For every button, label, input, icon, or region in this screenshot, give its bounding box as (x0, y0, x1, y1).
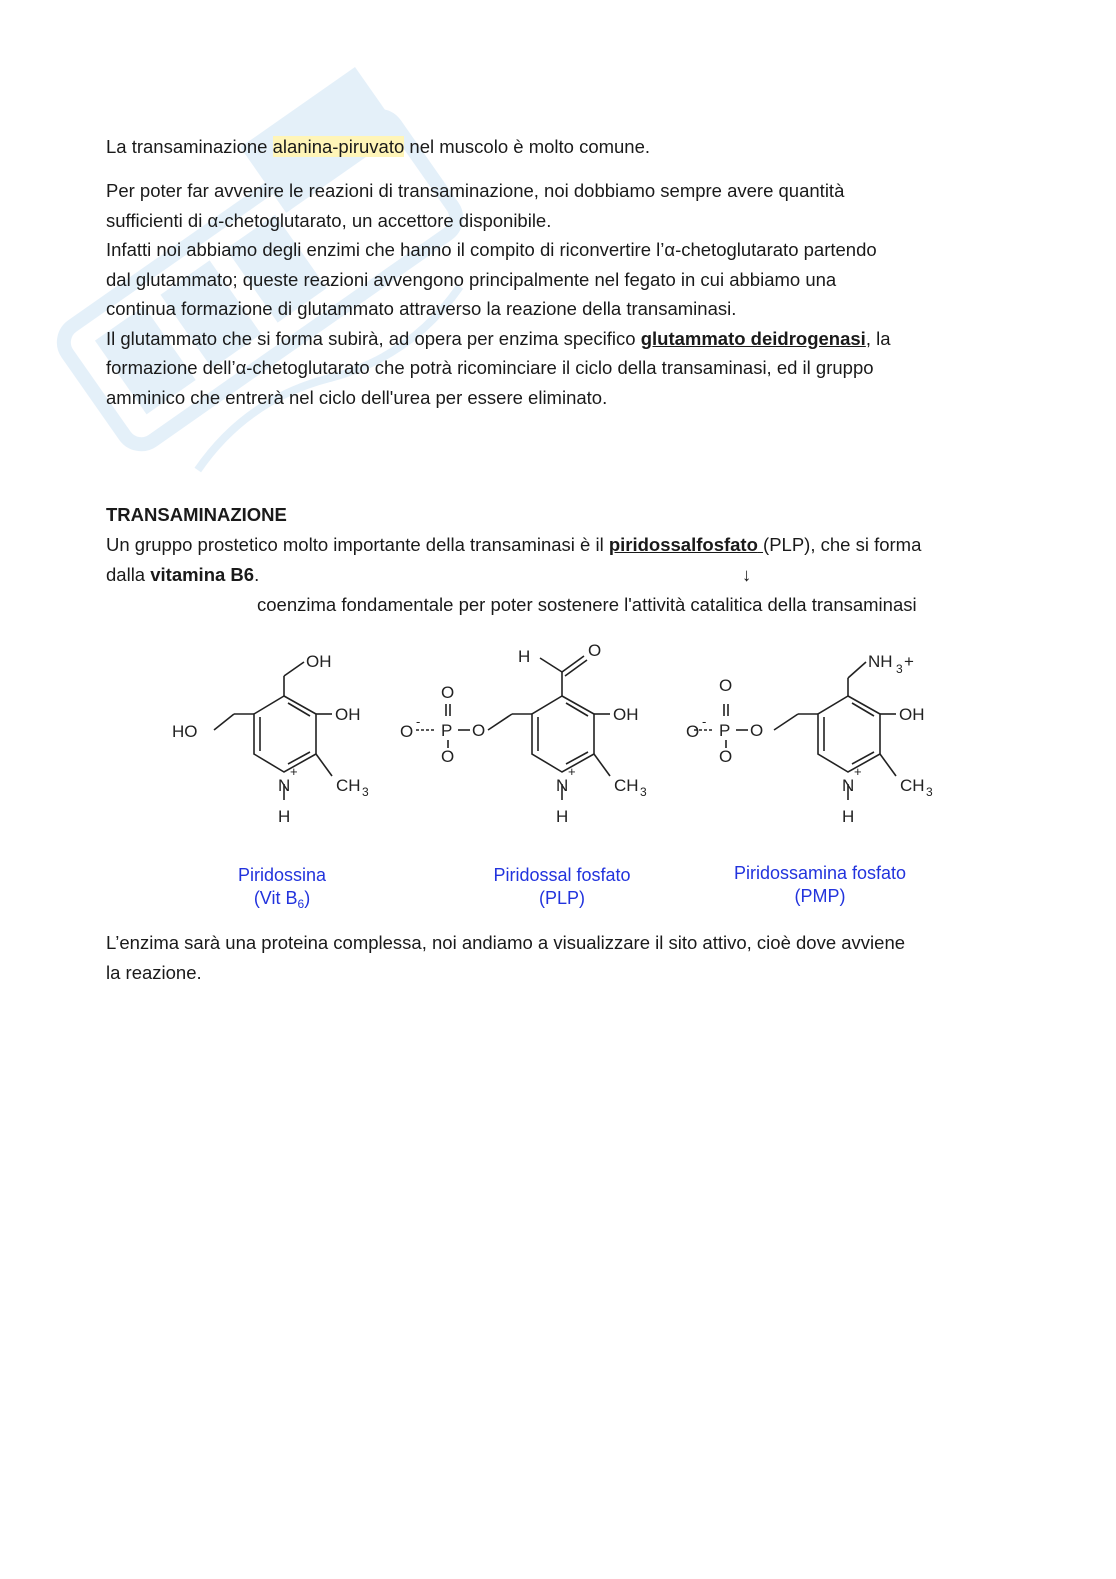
o-label: O (750, 721, 764, 740)
oh-label: OH (335, 705, 361, 724)
text-line: continua formazione di glutammato attraverso la reazione della transaminasi. (106, 298, 737, 319)
h-label: H (556, 807, 569, 826)
paragraph-alanine (106, 132, 650, 162)
down-arrow-icon: ↓ (742, 564, 752, 585)
o-label: O (400, 722, 414, 741)
h-label: H (518, 647, 531, 666)
chemical-structures-figure (160, 636, 960, 921)
text-segment: (PLP), che si forma (763, 534, 922, 555)
text-segment: Il glutammato che si forma subirà, ad opera per enzima specifico (106, 327, 641, 349)
text-line (106, 560, 1006, 590)
subscript-label: 3 (362, 785, 369, 799)
text-segment: nel muscolo è molto comune. (404, 136, 651, 157)
minus-label: - (416, 714, 421, 729)
n-label: N (842, 776, 855, 795)
text-line: la reazione. (106, 961, 202, 983)
minus-label: - (702, 714, 707, 729)
text-segment: , la (865, 327, 891, 349)
text-line (106, 530, 1006, 560)
o-label: O (719, 676, 733, 695)
paragraph-plp (106, 530, 1006, 589)
caption-pyridoxine: Piridossina (237, 865, 327, 885)
paragraph-alpha-ketoglutarate (106, 176, 1006, 412)
highlighted-term: alanina-piruvato (272, 136, 405, 157)
plus-label: + (568, 764, 576, 779)
text-segment: . (254, 563, 260, 585)
text-segment: dalla (106, 563, 151, 585)
caption-pmp-abbr: (PMP) (794, 886, 846, 906)
text-line: amminico che entrerà nel ciclo dell'urea per essere eliminato. (106, 386, 608, 408)
subscript-label: 3 (896, 662, 903, 676)
oh-label: OH (306, 652, 332, 671)
h-label: H (278, 807, 291, 826)
o-label: O (441, 683, 455, 702)
subscript-label: 3 (640, 785, 647, 799)
caption-plp: Piridossal fosfato (493, 865, 631, 885)
caption-plp-abbr: (PLP) (538, 888, 586, 908)
oh-label: OH (899, 705, 925, 724)
text-line: Per poter far avvenire le reazioni di transaminazione, noi dobbiamo sempre avere quantità (106, 180, 845, 201)
p-label: P (719, 721, 731, 740)
caption-pmp: Piridossamina fosfato (733, 863, 907, 883)
o-label: O (719, 747, 733, 766)
o-label: O (441, 747, 455, 766)
ch-label: CH (614, 776, 639, 795)
text-line: Infatti noi abbiamo degli enzimi che hanno il compito di riconvertire l’α-chetoglutarato partendo (106, 239, 877, 260)
text-segment: La transaminazione (106, 136, 273, 157)
pyridoxine-structure (214, 662, 332, 800)
plus-label: + (854, 764, 862, 779)
text-line: L’enzima sarà una proteina complessa, noi andiamo a visualizzare il sito attivo, cioè dove avviene (106, 932, 906, 953)
plus-label: + (290, 764, 298, 779)
plus-label: + (904, 652, 914, 671)
ho-label: HO (172, 722, 198, 741)
o-label: O (686, 722, 700, 741)
ch-label: CH (900, 776, 925, 795)
coenzyme-note: coenzima fondamentale per poter sostenere l'attività catalitica della transaminasi (257, 594, 917, 615)
nh-label: NH (868, 652, 893, 671)
structures-svg (160, 636, 960, 921)
text-line (106, 324, 1006, 354)
text-line: sufficienti di α-chetoglutarato, un accettore disponibile. (106, 209, 552, 231)
bold-term-glutamate-dehydrogenase: glutammato deidrogenasi (640, 327, 866, 349)
bold-term-plp: piridossalfosfato (608, 534, 758, 555)
ch-label: CH (336, 776, 361, 795)
subscript-label: 3 (926, 785, 933, 799)
bold-term-vitamin-b6: vitamina B6 (150, 563, 255, 585)
p-label: P (441, 721, 453, 740)
caption-pyridoxine-sub: (Vit $B_6$) (253, 888, 311, 911)
o-label: O (472, 721, 486, 740)
oh-label: OH (613, 705, 639, 724)
h-label: H (842, 807, 855, 826)
text-line: dal glutammato; queste reazioni avvengono principalmente nel fegato in cui abbiamo una (106, 268, 837, 290)
o-label: O (588, 641, 602, 660)
paragraph-enzyme (106, 928, 1006, 987)
n-label: N (278, 776, 291, 795)
text-line: formazione dell’α-chetoglutarato che potrà ricominciare il ciclo della transaminasi, ed il gruppo (106, 357, 874, 378)
text-segment: Un gruppo prostetico molto importante della transaminasi è il (106, 534, 609, 555)
section-heading: TRANSAMINAZIONE (106, 504, 287, 525)
n-label: N (556, 776, 569, 795)
